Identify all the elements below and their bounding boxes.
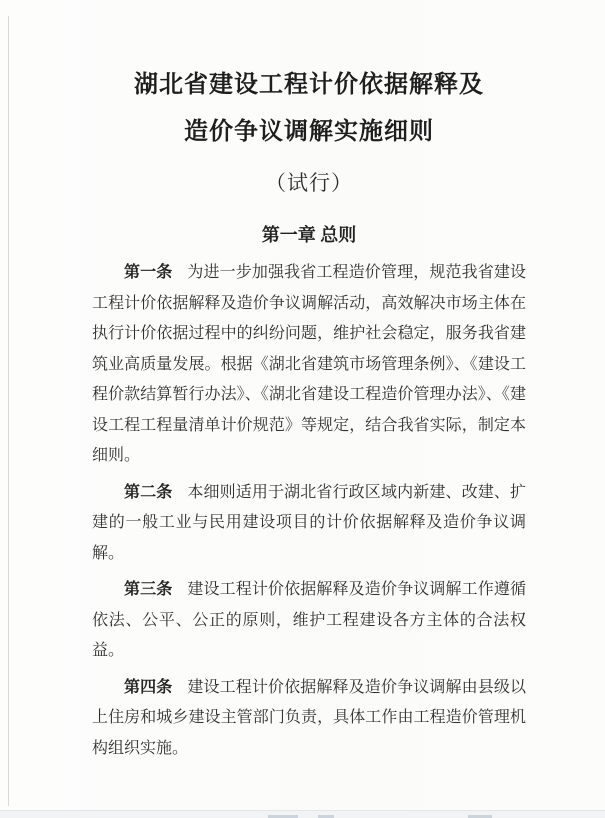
article-text: 建设工程计价依据解释及造价争议调解工作遵循依法、公平、公正的原则，维护工程建设各方主体的合法权益。 [92, 581, 526, 659]
chapter-heading: 第一章 总则 [261, 225, 357, 245]
document-title-line2: 造价争议调解实施细则 [184, 119, 434, 145]
article-paragraph [92, 478, 526, 570]
article-text: 建设工程计价依据解释及造价争议调解由县级以上住房和城乡建设主管部门负责，具体工作由工程造价管理机构组织实施。 [92, 678, 526, 757]
article-label: 第四条 [124, 678, 173, 696]
scan-edge-artifact [8, 16, 9, 806]
viewer-bottom-strip [0, 810, 605, 818]
article-text: 本细则适用于湖北省行政区域内新建、改建、扩建的一般工业与民用建设项目的计价依据解释及造价争议调解。 [92, 483, 526, 562]
article-paragraph [92, 575, 526, 667]
document-title-line1: 湖北省建设工程计价依据解释及 [134, 72, 484, 98]
document-title [92, 62, 526, 156]
article-paragraph [92, 673, 526, 765]
document-subtitle: （试行） [265, 171, 353, 195]
article-text: 为进一步加强我省工程造价管理，规范我省建设工程计价依据解释及造价争议调解活动，高效解决市场主体在执行计价依据过程中的纠纷问题，维护社会稳定，服务我省建筑业高质量发展。根据《湖北省建筑市场管理条例》、《建设工程价款结算暂行办法》、《湖北省建设工程造价管理办法》、《建设工程工程量清单计价规范》等规定，结合我省实际，制定本细则。 [92, 264, 526, 464]
article-paragraph [92, 258, 526, 472]
article-label: 第一条 [124, 264, 173, 281]
article-label: 第三条 [124, 581, 173, 598]
document-content [92, 0, 526, 764]
article-label: 第二条 [124, 483, 173, 501]
document-body [92, 258, 526, 764]
